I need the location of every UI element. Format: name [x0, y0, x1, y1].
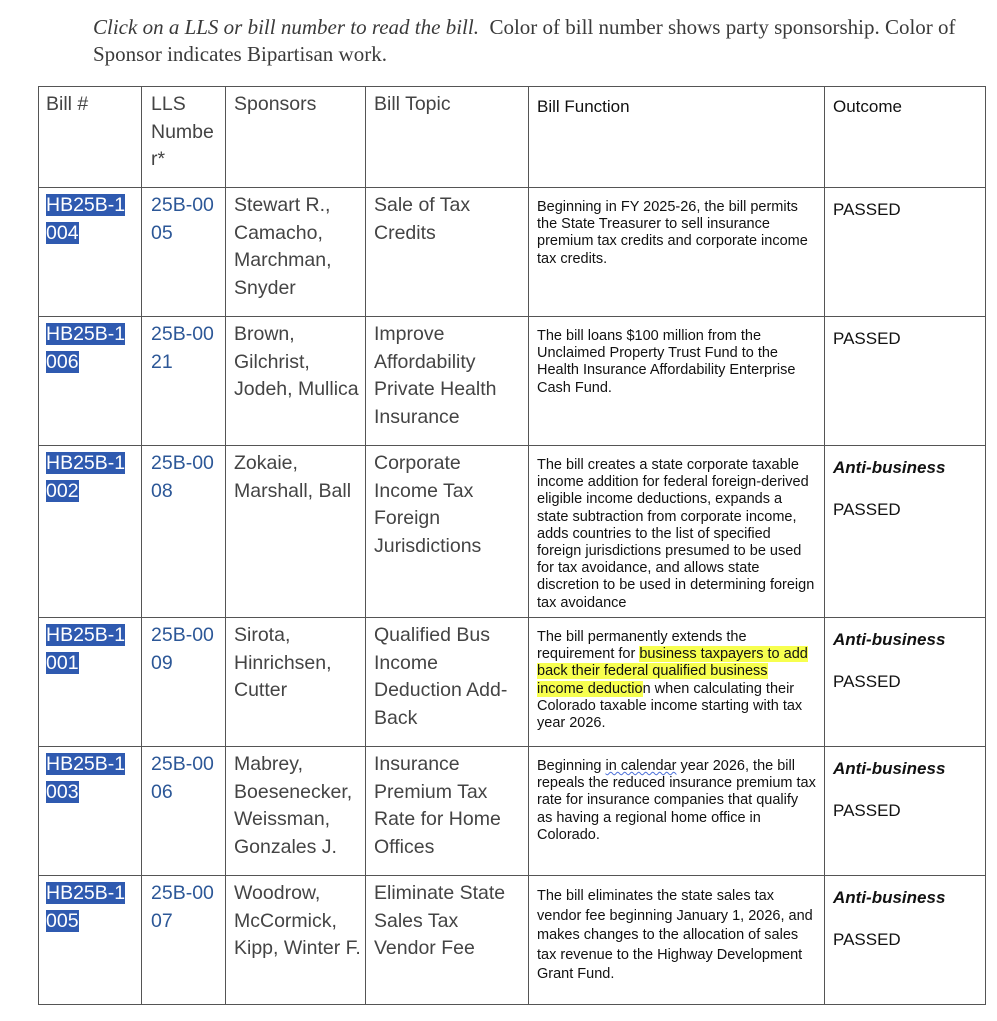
lls-number-link[interactable]: 25B-00 05: [142, 188, 226, 317]
sponsors-cell: Brown, Gilchrist, Jodeh, Mullica: [226, 317, 366, 446]
function-text-end: n when calculating their Colorado taxable income starting with tax year 2026.: [537, 680, 803, 732]
bill-number-part-1[interactable]: HB25B-1: [46, 323, 126, 345]
sponsors-cell: Woodrow, McCormick, Kipp, Winter F.: [226, 876, 366, 1005]
function-cell: The bill loans $100 million from the Unclaimed Property Trust Fund to the Health Insurance Affordability Enterprise Cash Fund.: [529, 317, 825, 446]
spellcheck-underlined-text: in calendar: [605, 758, 677, 774]
bill-number-part-1[interactable]: HB25B-1: [46, 624, 126, 646]
table-header-row: [39, 87, 986, 188]
table-row: [39, 876, 986, 1005]
bill-number-part-1[interactable]: HB25B-1: [46, 753, 126, 775]
function-cell: The bill creates a state corporate taxable income addition for federal foreign-derived eligible income deductions, expands a state subtraction from corporate income, adds countries to the list of specified foreign jurisdictions presumed to be used for tax avoidance, and allows state discretion to be used in determining foreign tax avoidance: [529, 446, 825, 618]
outcome-cell: [825, 188, 986, 317]
anti-business-tag: Anti-business: [833, 630, 946, 649]
bill-number-link[interactable]: [39, 446, 142, 618]
outcome-status: PASSED: [833, 500, 901, 519]
outcome-status: PASSED: [833, 329, 901, 348]
lls-number-link[interactable]: 25B-00 21: [142, 317, 226, 446]
outcome-status: PASSED: [833, 672, 901, 691]
topic-cell: Qualified Bus Income Deduction Add-Back: [366, 618, 529, 747]
lls-number-link[interactable]: 25B-00 08: [142, 446, 226, 618]
bill-number-link[interactable]: [39, 317, 142, 446]
table-row: [39, 446, 986, 618]
outcome-cell: [825, 446, 986, 618]
header-lls: LLS Numbe r*: [142, 87, 226, 188]
header-outcome: Outcome: [825, 87, 986, 188]
bills-table: [38, 86, 986, 1005]
lls-number-link[interactable]: 25B-00 06: [142, 747, 226, 876]
bill-number-link[interactable]: [39, 618, 142, 747]
lls-number-link[interactable]: 25B-00 07: [142, 876, 226, 1005]
function-text-end: year 2026, the bill repeals the reduced insurance premium tax rate for insurance companies that qualify as having a regional home office in Colorado.: [537, 758, 816, 843]
outcome-cell: [825, 747, 986, 876]
anti-business-tag: Anti-business: [833, 888, 946, 907]
bill-number-part-2[interactable]: 004: [46, 221, 79, 244]
highlighted-text: business taxpayers to add back their federal qualified business income deductio: [537, 646, 808, 697]
anti-business-tag: Anti-business: [833, 458, 946, 477]
intro-text: [93, 14, 973, 68]
topic-cell: Insurance Premium Tax Rate for Home Offices: [366, 747, 529, 876]
topic-cell: Corporate Income Tax Foreign Jurisdictions: [366, 446, 529, 618]
bill-number-link[interactable]: [39, 876, 142, 1005]
bill-number-part-1[interactable]: HB25B-1: [46, 194, 126, 216]
bill-number-part-1[interactable]: HB25B-1: [46, 882, 126, 904]
bill-number-part-2[interactable]: 003: [46, 780, 79, 803]
outcome-status: PASSED: [833, 801, 901, 820]
function-cell: Beginning in FY 2025-26, the bill permits the State Treasurer to sell insurance premium tax credits and corporate income tax credits.: [529, 188, 825, 317]
function-text-start: The bill permanently extends the requirement for: [537, 629, 747, 663]
function-cell: The bill eliminates the state sales tax vendor fee beginning January 1, 2026, and makes changes to the allocation of sales tax revenue to the Highway Development Grant Fund.: [529, 876, 825, 1005]
lls-number-link[interactable]: 25B-00 09: [142, 618, 226, 747]
bill-number-part-1[interactable]: HB25B-1: [46, 452, 126, 474]
sponsors-cell: Stewart R., Camacho, Marchman, Snyder: [226, 188, 366, 317]
bill-number-part-2[interactable]: 002: [46, 479, 79, 502]
table-row: [39, 317, 986, 446]
table-row: [39, 188, 986, 317]
sponsors-cell: Mabrey, Boesenecker, Weissman, Gonzales J.: [226, 747, 366, 876]
topic-cell: Improve Affordability Private Health Insurance: [366, 317, 529, 446]
topic-cell: Sale of Tax Credits: [366, 188, 529, 317]
table-row: [39, 747, 986, 876]
function-cell: [529, 747, 825, 876]
bill-number-part-2[interactable]: 001: [46, 651, 79, 674]
header-topic: Bill Topic: [366, 87, 529, 188]
outcome-cell: [825, 618, 986, 747]
intro-italic: Click on a LLS or bill number to read the bill.: [93, 15, 479, 39]
anti-business-tag: Anti-business: [833, 759, 946, 778]
function-text-start: Beginning: [537, 758, 606, 774]
outcome-status: PASSED: [833, 200, 901, 219]
table-row: [39, 618, 986, 747]
header-function: Bill Function: [529, 87, 825, 188]
bill-number-part-2[interactable]: 006: [46, 350, 79, 373]
function-cell: [529, 618, 825, 747]
bill-number-link[interactable]: [39, 188, 142, 317]
outcome-status: PASSED: [833, 930, 901, 949]
topic-cell: Eliminate State Sales Tax Vendor Fee: [366, 876, 529, 1005]
intro-rest: Color of bill number shows party sponsorship. Color of Sponsor indicates Bipartisan work.: [93, 15, 961, 66]
sponsors-cell: Sirota, Hinrichsen, Cutter: [226, 618, 366, 747]
header-bill: Bill #: [39, 87, 142, 188]
outcome-cell: [825, 317, 986, 446]
sponsors-cell: Zokaie, Marshall, Ball: [226, 446, 366, 618]
outcome-cell: [825, 876, 986, 1005]
bill-number-part-2[interactable]: 005: [46, 909, 79, 932]
bill-number-link[interactable]: [39, 747, 142, 876]
header-sponsors: Sponsors: [226, 87, 366, 188]
